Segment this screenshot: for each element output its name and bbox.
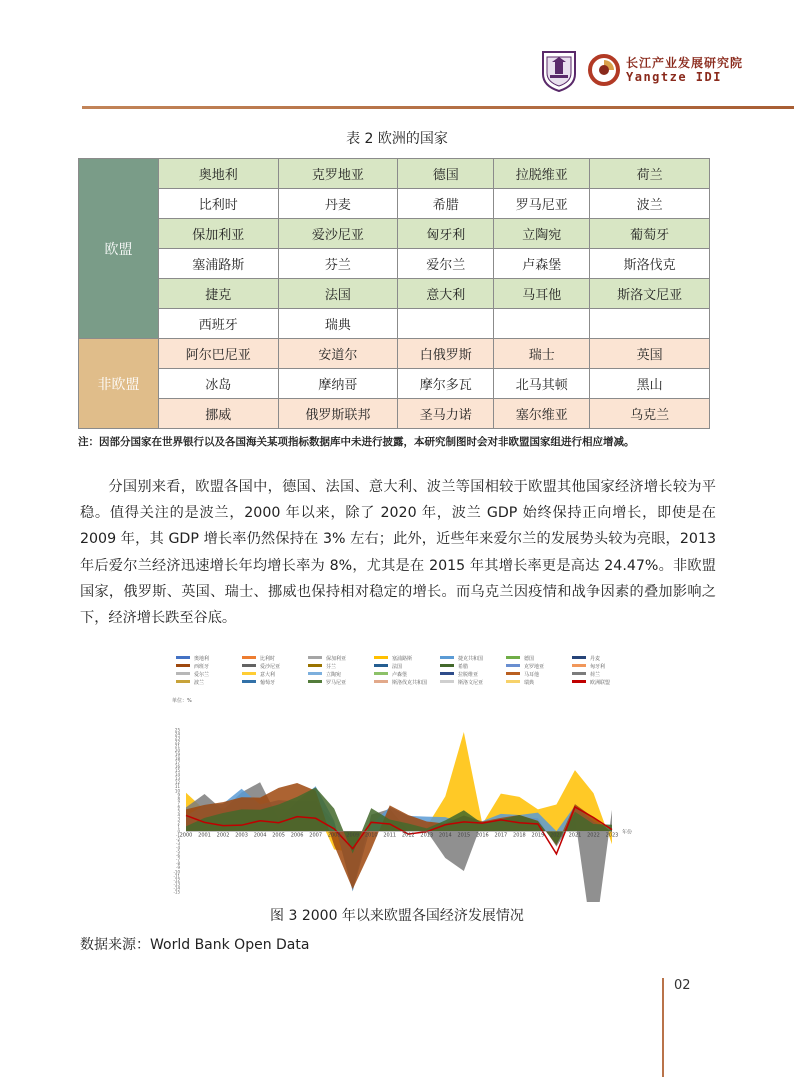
y-tick-label: 20 — [174, 747, 180, 753]
legend-swatch — [572, 672, 586, 675]
header-logos — [540, 48, 744, 94]
y-tick-label: 8 — [177, 796, 180, 802]
country-cell: 黑山 — [590, 369, 710, 399]
x-tick-label: 2022 — [587, 832, 600, 839]
country-cell: 乌克兰 — [590, 399, 710, 429]
legend-swatch — [506, 664, 520, 667]
y-tick-label: 1 — [177, 824, 180, 830]
country-cell: 瑞典 — [278, 309, 398, 339]
legend-swatch — [242, 672, 256, 675]
legend-label: 波兰 — [194, 680, 205, 686]
legend-swatch — [308, 664, 322, 667]
legend-swatch — [374, 680, 388, 683]
page-number: 02 — [674, 978, 691, 993]
legend-swatch — [440, 680, 454, 683]
y-tick-label: 15 — [174, 768, 180, 773]
legend-label: 丹麦 — [590, 656, 601, 662]
legend-label: 斯洛伐克共和国 — [392, 680, 428, 686]
x-tick-label: 2001 — [198, 832, 211, 839]
y-tick-label: 3 — [177, 816, 180, 822]
legend-swatch — [440, 664, 454, 667]
legend-label: 欧洲联盟 — [590, 680, 611, 686]
legend-swatch — [374, 656, 388, 659]
y-tick-label: 16 — [174, 763, 180, 769]
x-tick-label: 2021 — [568, 832, 582, 839]
x-tick-label: 2008 — [327, 832, 341, 839]
country-cell: 罗马尼亚 — [494, 189, 590, 219]
y-tick-label: 6 — [177, 804, 180, 810]
legend-label: 希腊 — [458, 664, 469, 670]
legend-label: 瑞典 — [524, 680, 535, 686]
y-tick-label: -12 — [173, 877, 180, 883]
body-paragraph: 分国别来看，欧盟各国中，德国、法国、意大利、波兰等国相较于欧盟其他国家经济增长较为平稳。值得关注的是波兰，2000 年以来，除了 2020 年，波兰 GDP 始终保持正向增长，即使是在 2009 年，其 GDP 增长率仍然保持在 3% 左右；此外，近些年来爱尔兰的发展势头较为亮眼，2013 年后爱尔兰经济迅速增长年均增长率为 8%，尤其是在 2015 年其增长率更是高达 24.47%。非欧盟国家，俄罗斯、英国、瑞士、挪威也保持相对稳定的增长。而乌克兰因疫情和战争因素的叠加影响之下，经济增长跌至谷底。 — [80, 479, 716, 627]
y-tick-label: 4 — [177, 812, 180, 818]
table-row — [79, 249, 710, 279]
x-tick-label: 2016 — [475, 832, 489, 839]
country-cell: 摩尔多瓦 — [398, 369, 494, 399]
x-tick-label: 2003 — [235, 832, 248, 839]
legend-label: 捷克共和国 — [458, 656, 484, 662]
country-cell: 德国 — [398, 159, 494, 189]
y-tick-label: 19 — [174, 751, 180, 757]
x-tick-label: 2023 — [605, 832, 619, 839]
table-row — [79, 279, 710, 309]
legend-label: 比利时 — [260, 656, 276, 662]
x-tick-label: 2017 — [494, 832, 508, 839]
legend-label: 匈牙利 — [590, 664, 606, 670]
legend-label: 芬兰 — [326, 664, 337, 670]
table-note: 注：因部分国家在世界银行以及各国海关某项指标数据库中未进行披露，本研究制图时会对非欧盟国家组进行相应增减。 — [78, 436, 635, 448]
legend-label: 荷兰 — [590, 672, 601, 678]
legend-swatch — [374, 664, 388, 667]
country-cell: 奥地利 — [159, 159, 279, 189]
country-cell: 斯洛文尼亚 — [590, 279, 710, 309]
country-cell: 立陶宛 — [494, 219, 590, 249]
y-tick-label: -14 — [173, 885, 180, 891]
country-cell — [398, 309, 494, 339]
legend-label: 克罗地亚 — [524, 664, 545, 670]
chart-svg — [170, 652, 636, 902]
figure-caption: 图 3 2000 年以来欧盟各国经济发展情况 — [270, 908, 524, 924]
y-tick-label: -1 — [176, 832, 180, 838]
university-crest-icon — [540, 48, 578, 92]
x-tick-label: 2004 — [253, 832, 267, 839]
legend-swatch — [506, 672, 520, 675]
y-tick-label: -6 — [176, 853, 180, 859]
legend-swatch — [506, 680, 520, 683]
table-row — [79, 219, 710, 249]
x-tick-label: 2007 — [309, 832, 323, 839]
country-cell: 爱尔兰 — [398, 249, 494, 279]
legend-label: 卢森堡 — [392, 672, 408, 678]
country-cell: 俄罗斯联邦 — [278, 399, 398, 429]
page-number-rule — [662, 978, 664, 1077]
y-tick-label: 2 — [177, 820, 180, 826]
country-cell: 捷克 — [159, 279, 279, 309]
institute-name-en: Yangtze IDI — [626, 70, 722, 84]
y-tick-label: -7 — [176, 857, 180, 863]
x-tick-label: 2012 — [401, 832, 415, 839]
y-tick-label: 17 — [174, 759, 180, 765]
legend-swatch — [308, 656, 322, 659]
legend-swatch — [176, 680, 190, 683]
table-row — [79, 309, 710, 339]
group-label-non-eu: 非欧盟 — [79, 339, 159, 429]
country-cell: 西班牙 — [159, 309, 279, 339]
y-tick-label: 11 — [174, 784, 180, 790]
legend-label: 斯洛文尼亚 — [458, 680, 484, 686]
x-tick-label: 2000 — [179, 832, 193, 839]
legend-label: 西班牙 — [194, 664, 210, 670]
legend-swatch — [242, 680, 256, 683]
x-tick-label: 2013 — [420, 832, 434, 839]
legend-label: 葡萄牙 — [260, 680, 276, 686]
institute-name-cn: 长江产业发展研究院 — [626, 56, 744, 70]
x-tick-label: 2020 — [550, 832, 563, 839]
legend-label: 塞浦路斯 — [392, 656, 413, 662]
y-tick-label: 12 — [174, 780, 180, 786]
legend-swatch — [242, 664, 256, 667]
legend-label: 爱尔兰 — [194, 672, 210, 678]
country-cell: 葡萄牙 — [590, 219, 710, 249]
legend-swatch — [572, 656, 586, 659]
legend-swatch — [308, 680, 322, 683]
country-cell: 比利时 — [159, 189, 279, 219]
country-cell: 阿尔巴尼亚 — [159, 339, 279, 369]
country-cell: 芬兰 — [278, 249, 398, 279]
legend-swatch — [176, 664, 190, 667]
country-cell: 意大利 — [398, 279, 494, 309]
x-tick-label: 2002 — [216, 832, 230, 839]
country-cell: 马耳他 — [494, 279, 590, 309]
country-cell: 保加利亚 — [159, 219, 279, 249]
y-tick-label: -9 — [176, 865, 180, 871]
legend-label: 保加利亚 — [326, 656, 347, 662]
table-row — [79, 339, 710, 369]
legend-swatch — [176, 672, 190, 675]
y-tick-label: 5 — [177, 808, 180, 814]
y-tick-label: 10 — [174, 788, 180, 794]
y-tick-label: -8 — [176, 861, 180, 867]
y-tick-label: 21 — [174, 743, 180, 749]
y-tick-label: -15 — [173, 889, 180, 895]
table-row — [79, 399, 710, 429]
table-caption: 表 2 欧洲的国家 — [346, 131, 448, 147]
legend-swatch — [572, 680, 586, 683]
country-cell: 希腊 — [398, 189, 494, 219]
x-tick-label: 2010 — [364, 832, 378, 839]
country-cell: 北马其顿 — [494, 369, 590, 399]
x-tick-label: 2015 — [457, 832, 471, 839]
x-tick-label: 2009 — [346, 832, 360, 839]
legend-label: 马耳他 — [524, 672, 540, 678]
country-cell: 英国 — [590, 339, 710, 369]
country-cell: 冰岛 — [159, 369, 279, 399]
country-cell: 塞浦路斯 — [159, 249, 279, 279]
yangtze-idi-logo-icon — [588, 54, 620, 86]
country-cell — [590, 309, 710, 339]
table-row — [79, 189, 710, 219]
legend-label: 法国 — [392, 664, 403, 670]
y-tick-label: 9 — [177, 792, 180, 798]
country-table — [78, 158, 710, 429]
eu-growth-chart — [170, 652, 636, 902]
country-cell: 圣马力诺 — [398, 399, 494, 429]
y-tick-label: 7 — [177, 800, 180, 806]
x-tick-label: 2005 — [272, 832, 285, 839]
legend-swatch — [242, 656, 256, 659]
table-row — [79, 159, 710, 189]
group-label-eu: 欧盟 — [79, 159, 159, 339]
legend-swatch — [308, 672, 322, 675]
y-tick-label: 0 — [177, 828, 180, 834]
country-cell: 白俄罗斯 — [398, 339, 494, 369]
legend-swatch — [440, 672, 454, 675]
x-tick-label: 2018 — [513, 832, 526, 839]
country-cell: 拉脱维亚 — [494, 159, 590, 189]
x-tick-label: 2011 — [383, 832, 397, 839]
country-cell: 瑞士 — [494, 339, 590, 369]
country-cell: 挪威 — [159, 399, 279, 429]
legend-swatch — [440, 656, 454, 659]
table-row — [79, 369, 710, 399]
legend-label: 德国 — [524, 656, 535, 662]
y-tick-label: -3 — [176, 840, 180, 846]
legend-label: 拉脱维亚 — [458, 672, 479, 678]
country-cell: 法国 — [278, 279, 398, 309]
y-tick-label: -2 — [176, 836, 180, 842]
series-area — [186, 783, 612, 889]
country-cell: 匈牙利 — [398, 219, 494, 249]
legend-label: 立陶宛 — [326, 672, 342, 678]
country-cell: 克罗地亚 — [278, 159, 398, 189]
x-tick-label: 2006 — [290, 832, 304, 839]
y-tick-label: 18 — [174, 755, 180, 761]
y-tick-label: -4 — [176, 844, 180, 850]
legend-swatch — [176, 656, 190, 659]
y-tick-label: -10 — [173, 869, 180, 875]
y-tick-label: 25 — [174, 727, 180, 733]
country-cell: 安道尔 — [278, 339, 398, 369]
y-axis-label: 单位：% — [172, 698, 192, 704]
legend-label: 爱沙尼亚 — [260, 664, 281, 670]
legend-label: 奥地利 — [194, 656, 210, 662]
country-cell: 爱沙尼亚 — [278, 219, 398, 249]
y-tick-label: 14 — [174, 772, 180, 778]
country-cell: 斯洛伐克 — [590, 249, 710, 279]
country-cell: 丹麦 — [278, 189, 398, 219]
country-cell: 荷兰 — [590, 159, 710, 189]
country-cell — [494, 309, 590, 339]
legend-swatch — [572, 664, 586, 667]
y-tick-label: -5 — [176, 849, 180, 854]
x-axis-label: 年份 — [622, 829, 633, 836]
country-cell: 摩纳哥 — [278, 369, 398, 399]
legend-swatch — [506, 656, 520, 659]
y-tick-label: -11 — [173, 873, 180, 879]
y-tick-label: 24 — [174, 731, 180, 737]
x-tick-label: 2019 — [531, 832, 545, 839]
header-divider — [82, 106, 794, 109]
country-cell: 塞尔维亚 — [494, 399, 590, 429]
legend-label: 罗马尼亚 — [326, 680, 347, 686]
country-cell: 卢森堡 — [494, 249, 590, 279]
y-tick-label: -13 — [173, 881, 180, 887]
legend-swatch — [374, 672, 388, 675]
y-tick-label: 23 — [174, 735, 180, 741]
y-tick-label: 22 — [174, 739, 180, 745]
data-source: 数据来源：World Bank Open Data — [80, 937, 310, 953]
y-tick-label: 13 — [174, 776, 180, 782]
country-cell: 波兰 — [590, 189, 710, 219]
x-tick-label: 2014 — [438, 832, 452, 839]
legend-label: 意大利 — [260, 672, 276, 678]
